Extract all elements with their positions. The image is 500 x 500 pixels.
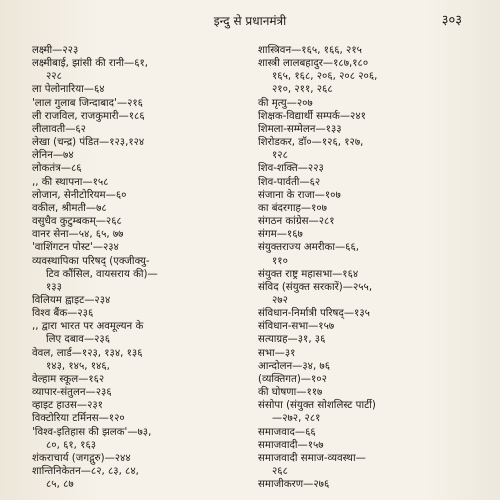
index-entry bbox=[258, 241, 480, 267]
index-entry bbox=[258, 386, 480, 399]
index-entry bbox=[258, 360, 480, 373]
index-entry-continuation: २६८ bbox=[272, 466, 288, 477]
index-entry bbox=[32, 202, 242, 215]
index-entry-line: शिव-शक्ति—२२३ bbox=[258, 163, 324, 175]
index-entry-line: लेखा (चन्द्र) पंडित—१२३,१२४ bbox=[32, 137, 145, 149]
index-entry-continuation: १६५, १६८, २०६, २०८ २०६, bbox=[272, 71, 378, 83]
index-entry bbox=[32, 426, 242, 452]
index-entry-continuation: २७२ bbox=[272, 294, 288, 306]
index-entry-line: लीलावती—६२ bbox=[32, 123, 86, 135]
index-entry bbox=[32, 347, 242, 373]
index-entry-line: संविद (संयुक्त सरकारें)—२५५, bbox=[258, 281, 373, 293]
index-entry bbox=[32, 44, 242, 57]
index-entry-line: 'लाल गुलाब जिन्दाबाद'—२१६ bbox=[32, 97, 143, 109]
index-entry-line: शान्तिनिकेतन—८२, ८३, ८४, bbox=[32, 466, 139, 477]
index-entry-line: शिव-पार्वती—६२ bbox=[258, 176, 321, 188]
index-entry-line: समाजीकरण—२७६ bbox=[258, 479, 330, 491]
index-entry-line: वेल्हाम स्कूल—१६२ bbox=[32, 373, 105, 385]
index-entry-line: (व्यक्तिगत)—१०२ bbox=[258, 373, 327, 385]
index-entry-line: ली राजविल, राजकुमारी—१८६ bbox=[32, 110, 145, 122]
index-entry bbox=[32, 176, 242, 189]
index-entry-line: विलियम ह्वाइट—२३४ bbox=[32, 294, 111, 306]
index-entry bbox=[258, 97, 480, 110]
index-entry-continuation: —२७२, २८१ bbox=[272, 413, 321, 425]
index-entry-continuation: १३३ bbox=[46, 281, 62, 293]
index-entry bbox=[258, 320, 480, 333]
index-entry-line: लक्ष्मीबाई, झांसी की रानी—६१, bbox=[32, 58, 149, 70]
index-entry-line: वसुधैव कुटुम्बकम्—२६८ bbox=[32, 216, 122, 228]
index-entry-line: संगठन कांग्रेस—२८१ bbox=[258, 216, 335, 228]
index-column-left bbox=[32, 44, 242, 491]
index-entry-line: लोकतंत्र—८६ bbox=[32, 163, 82, 175]
index-entry bbox=[32, 241, 242, 254]
index-entry bbox=[32, 412, 242, 425]
index-entry bbox=[32, 294, 242, 307]
index-entry-line: लोजान, सेनीटोरियम—६० bbox=[32, 189, 127, 201]
index-entry bbox=[258, 110, 480, 123]
index-entry-continuation: २२८ bbox=[46, 71, 62, 83]
index-entry-line: संविधान-सभा—१५७ bbox=[258, 321, 335, 333]
index-entry-line: ला पेलोनारिया—६४ bbox=[32, 84, 105, 96]
index-entry-line: विक्टोरिया टर्मिनस—१२० bbox=[32, 413, 125, 425]
index-entry-line: सत्याग्रह—३१, ३६ bbox=[258, 334, 326, 346]
index-entry-line: वानर सेना—५४, ६५, ७७ bbox=[32, 229, 124, 241]
index-entry bbox=[32, 57, 242, 83]
index-entry-continuation: १४३, १४५, १४६, bbox=[46, 360, 110, 372]
index-entry-line: शास्त्री लालबहादुर—१८७,१८० bbox=[258, 58, 369, 70]
index-entry-line: सभा—३१ bbox=[258, 347, 296, 359]
index-entry bbox=[258, 281, 480, 307]
index-entry-line: शिक्षक-विद्यार्थी सम्पर्क—२४१ bbox=[258, 110, 366, 122]
index-entry-line: समाजवादी—१५७ bbox=[258, 439, 324, 451]
index-entry bbox=[32, 215, 242, 228]
index-entry-line: 'विश्व-इतिहास की झलक'—७३, bbox=[32, 426, 152, 438]
index-entry-line: वेवल, लार्ड—१२३, १३४, १३६ bbox=[32, 347, 143, 359]
index-entry-continuation: ८५, ८७ bbox=[46, 479, 74, 491]
index-entry bbox=[32, 97, 242, 110]
index-entry-continuation: ११० bbox=[272, 255, 288, 267]
index-entry-continuation: टिव कौंसिल, वायसराय की)— bbox=[46, 268, 158, 280]
index-entry-continuation: १२८ bbox=[272, 150, 288, 162]
index-entry-line: विश्व बैंक—२३६ bbox=[32, 308, 94, 320]
index-entry-line: ,, द्वारा भारत पर अवमूल्यन के bbox=[32, 321, 144, 333]
index-entry bbox=[258, 426, 480, 439]
index-entry bbox=[258, 44, 480, 57]
index-entry-line: शिमला-सम्मेलन—१३३ bbox=[258, 123, 342, 135]
index-entry bbox=[32, 162, 242, 175]
index-entry-line: व्हाइट हाउस—२३१ bbox=[32, 400, 103, 412]
index-entry-line: शास्त्रिवन—१६५, १६६, २१५ bbox=[258, 45, 362, 56]
index-entry-line: समाजवाद—६६ bbox=[258, 426, 316, 438]
index-entry-line: की घोषणा—११७ bbox=[258, 387, 323, 399]
index-entry-line: संगम—१६७ bbox=[258, 229, 303, 241]
index-entry bbox=[32, 386, 242, 399]
index-entry-line: की मृत्यु—२०७ bbox=[258, 97, 313, 109]
index-entry bbox=[32, 373, 242, 386]
index-entry bbox=[258, 215, 480, 228]
index-entry-line: शिरोडकर, डॉ०—१२६, १२७, bbox=[258, 137, 364, 149]
index-entry bbox=[258, 399, 480, 425]
index-entry bbox=[32, 307, 242, 320]
index-entry-line: संसोपा (संयुक्त सोशलिस्ट पार्टी) bbox=[258, 400, 376, 412]
index-entry bbox=[258, 189, 480, 202]
index-entry bbox=[258, 202, 480, 215]
index-entry bbox=[258, 176, 480, 189]
index-entry bbox=[258, 307, 480, 320]
index-entry bbox=[32, 452, 242, 465]
index-entry bbox=[258, 373, 480, 386]
index-entry-line: संजाना के राजा—१०७ bbox=[258, 189, 341, 201]
index-entry-continuation: २१०, २११, २६८ bbox=[272, 84, 333, 96]
index-entry-line: ,, की स्थापना—१५८ bbox=[32, 176, 109, 188]
index-entry bbox=[258, 228, 480, 241]
index-entry bbox=[258, 136, 480, 162]
index-entry bbox=[258, 162, 480, 175]
index-entry bbox=[258, 333, 480, 346]
running-title: इन्दु से प्रधानमंत्री bbox=[213, 14, 287, 28]
index-entry-line: समाजवादी समाज-व्यवस्था— bbox=[258, 452, 366, 464]
index-entry bbox=[258, 439, 480, 452]
index-entry-line: संविधान-निर्मात्री परिषद्—१३५ bbox=[258, 308, 370, 320]
index-column-right bbox=[258, 44, 480, 491]
index-entry bbox=[32, 83, 242, 96]
index-entry-line: संयुक्त राष्ट्र महासभा—१६४ bbox=[258, 268, 359, 280]
index-entry bbox=[32, 189, 242, 202]
index-entry bbox=[32, 136, 242, 149]
index-entry bbox=[258, 268, 480, 281]
index-entry-line: वकील, श्रीमती—७८ bbox=[32, 202, 107, 214]
index-entry-continuation: ८०, ६१, १६३ bbox=[46, 439, 97, 451]
index-entry bbox=[258, 347, 480, 360]
index-entry-line: व्यापार-संतुलन—२३६ bbox=[32, 387, 112, 399]
index-entry-line: लेनिन—७४ bbox=[32, 150, 74, 162]
index-entry-line: व्यवस्थापिका परिषद् (एक्जीक्यु- bbox=[32, 255, 150, 267]
index-entry-line: लक्ष्मी—२२३ bbox=[32, 45, 79, 56]
index-entry-line: 'वाशिंगटन पोस्ट'—२३४ bbox=[32, 242, 119, 254]
index-entry bbox=[32, 320, 242, 346]
index-entry-line: शंकराचार्य (जगद्गुरु)—२४४ bbox=[32, 452, 131, 464]
index-entry bbox=[32, 465, 242, 491]
index-entry bbox=[258, 452, 480, 478]
index-entry bbox=[32, 110, 242, 123]
page-header bbox=[0, 10, 500, 30]
index-entry-line: संयुक्तराज्य अमरीका—६६, bbox=[258, 242, 360, 254]
index-entry-line: का बंदरगाह—१०७ bbox=[258, 202, 327, 214]
index-entry bbox=[32, 149, 242, 162]
index-entry-continuation: लिए दबाव—२३६ bbox=[46, 334, 111, 346]
index-entry bbox=[258, 57, 480, 96]
page-number: ३०३ bbox=[441, 13, 462, 28]
index-entry-line: आन्दोलन—३४, ७६ bbox=[258, 360, 331, 372]
index-entry bbox=[32, 123, 242, 136]
index-entry bbox=[258, 478, 480, 491]
index-entry bbox=[32, 399, 242, 412]
index-entry bbox=[32, 255, 242, 294]
index-entry bbox=[32, 228, 242, 241]
index-entry bbox=[258, 123, 480, 136]
